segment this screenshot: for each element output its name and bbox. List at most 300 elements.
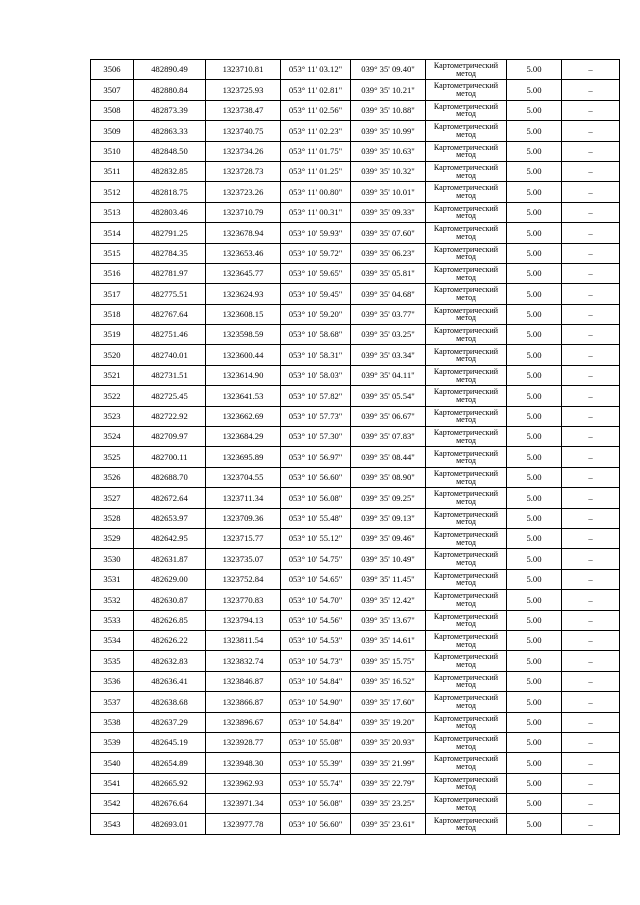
y-coordinate-cell: 1323723.26: [206, 182, 281, 202]
x-coordinate-cell: 482775.51: [134, 284, 206, 304]
note-cell: –: [562, 263, 620, 283]
accuracy-cell: 5.00: [507, 630, 562, 650]
latitude-cell: 053° 10' 59.65": [281, 263, 351, 283]
longitude-cell: 039° 35' 07.83": [351, 427, 426, 447]
x-coordinate-cell: 482676.64: [134, 794, 206, 814]
y-coordinate-cell: 1323653.46: [206, 243, 281, 263]
point-number-cell: 3515: [91, 243, 134, 263]
longitude-cell: 039° 35' 07.60": [351, 223, 426, 243]
table-row: [91, 467, 620, 487]
note-cell: –: [562, 610, 620, 630]
x-coordinate-cell: 482731.51: [134, 365, 206, 385]
x-coordinate-cell: 482631.87: [134, 549, 206, 569]
x-coordinate-cell: 482848.50: [134, 141, 206, 161]
latitude-cell: 053° 11' 00.80": [281, 182, 351, 202]
longitude-cell: 039° 35' 05.54": [351, 386, 426, 406]
x-coordinate-cell: 482784.35: [134, 243, 206, 263]
method-cell: Картометрический метод: [426, 223, 507, 243]
table-row: [91, 406, 620, 426]
point-number-cell: 3508: [91, 100, 134, 120]
table-row: [91, 610, 620, 630]
method-cell: Картометрический метод: [426, 243, 507, 263]
latitude-cell: 053° 10' 56.08": [281, 794, 351, 814]
point-number-cell: 3513: [91, 202, 134, 222]
point-number-cell: 3530: [91, 549, 134, 569]
latitude-cell: 053° 10' 56.60": [281, 467, 351, 487]
longitude-cell: 039° 35' 14.61": [351, 630, 426, 650]
note-cell: –: [562, 671, 620, 691]
accuracy-cell: 5.00: [507, 427, 562, 447]
point-number-cell: 3527: [91, 488, 134, 508]
table-row: [91, 223, 620, 243]
x-coordinate-cell: 482638.68: [134, 692, 206, 712]
y-coordinate-cell: 1323725.93: [206, 80, 281, 100]
point-number-cell: 3512: [91, 182, 134, 202]
point-number-cell: 3526: [91, 467, 134, 487]
point-number-cell: 3542: [91, 794, 134, 814]
method-cell: Картометрический метод: [426, 814, 507, 834]
accuracy-cell: 5.00: [507, 610, 562, 630]
y-coordinate-cell: 1323715.77: [206, 528, 281, 548]
x-coordinate-cell: 482832.85: [134, 161, 206, 181]
point-number-cell: 3519: [91, 325, 134, 345]
table-row: [91, 427, 620, 447]
accuracy-cell: 5.00: [507, 161, 562, 181]
accuracy-cell: 5.00: [507, 753, 562, 773]
point-number-cell: 3538: [91, 712, 134, 732]
latitude-cell: 053° 10' 56.08": [281, 488, 351, 508]
accuracy-cell: 5.00: [507, 386, 562, 406]
point-number-cell: 3518: [91, 304, 134, 324]
method-cell: Картометрический метод: [426, 406, 507, 426]
y-coordinate-cell: 1323866.87: [206, 692, 281, 712]
y-coordinate-cell: 1323962.93: [206, 773, 281, 793]
table-row: [91, 100, 620, 120]
note-cell: –: [562, 753, 620, 773]
x-coordinate-cell: 482791.25: [134, 223, 206, 243]
method-cell: Картометрический метод: [426, 304, 507, 324]
y-coordinate-cell: 1323704.55: [206, 467, 281, 487]
x-coordinate-cell: 482629.00: [134, 569, 206, 589]
x-coordinate-cell: 482767.64: [134, 304, 206, 324]
table-row: [91, 488, 620, 508]
table-row: [91, 773, 620, 793]
table-row: [91, 121, 620, 141]
note-cell: –: [562, 692, 620, 712]
table-row: [91, 630, 620, 650]
latitude-cell: 053° 10' 55.08": [281, 732, 351, 752]
longitude-cell: 039° 35' 10.88": [351, 100, 426, 120]
note-cell: –: [562, 549, 620, 569]
table-row: [91, 141, 620, 161]
accuracy-cell: 5.00: [507, 651, 562, 671]
y-coordinate-cell: 1323738.47: [206, 100, 281, 120]
y-coordinate-cell: 1323598.59: [206, 325, 281, 345]
accuracy-cell: 5.00: [507, 467, 562, 487]
latitude-cell: 053° 10' 54.73": [281, 651, 351, 671]
accuracy-cell: 5.00: [507, 100, 562, 120]
latitude-cell: 053° 10' 55.74": [281, 773, 351, 793]
point-number-cell: 3524: [91, 427, 134, 447]
table-row: [91, 386, 620, 406]
longitude-cell: 039° 35' 06.23": [351, 243, 426, 263]
latitude-cell: 053° 10' 54.70": [281, 590, 351, 610]
table-row: [91, 182, 620, 202]
latitude-cell: 053° 10' 54.90": [281, 692, 351, 712]
x-coordinate-cell: 482632.83: [134, 651, 206, 671]
latitude-cell: 053° 10' 57.30": [281, 427, 351, 447]
accuracy-cell: 5.00: [507, 60, 562, 80]
latitude-cell: 053° 10' 59.20": [281, 304, 351, 324]
point-number-cell: 3510: [91, 141, 134, 161]
method-cell: Картометрический метод: [426, 345, 507, 365]
point-number-cell: 3528: [91, 508, 134, 528]
longitude-cell: 039° 35' 09.25": [351, 488, 426, 508]
accuracy-cell: 5.00: [507, 488, 562, 508]
note-cell: –: [562, 406, 620, 426]
method-cell: Картометрический метод: [426, 60, 507, 80]
point-number-cell: 3522: [91, 386, 134, 406]
method-cell: Картометрический метод: [426, 182, 507, 202]
y-coordinate-cell: 1323645.77: [206, 263, 281, 283]
x-coordinate-cell: 482890.49: [134, 60, 206, 80]
method-cell: Картометрический метод: [426, 569, 507, 589]
table-row: [91, 325, 620, 345]
accuracy-cell: 5.00: [507, 590, 562, 610]
latitude-cell: 053° 10' 54.56": [281, 610, 351, 630]
latitude-cell: 053° 10' 56.97": [281, 447, 351, 467]
longitude-cell: 039° 35' 09.33": [351, 202, 426, 222]
accuracy-cell: 5.00: [507, 794, 562, 814]
y-coordinate-cell: 1323971.34: [206, 794, 281, 814]
note-cell: –: [562, 325, 620, 345]
note-cell: –: [562, 243, 620, 263]
latitude-cell: 053° 10' 55.12": [281, 528, 351, 548]
point-number-cell: 3514: [91, 223, 134, 243]
x-coordinate-cell: 482665.92: [134, 773, 206, 793]
longitude-cell: 039° 35' 04.68": [351, 284, 426, 304]
table-row: [91, 243, 620, 263]
note-cell: –: [562, 427, 620, 447]
accuracy-cell: 5.00: [507, 284, 562, 304]
note-cell: –: [562, 60, 620, 80]
accuracy-cell: 5.00: [507, 202, 562, 222]
note-cell: –: [562, 651, 620, 671]
longitude-cell: 039° 35' 10.49": [351, 549, 426, 569]
y-coordinate-cell: 1323832.74: [206, 651, 281, 671]
y-coordinate-cell: 1323600.44: [206, 345, 281, 365]
note-cell: –: [562, 467, 620, 487]
longitude-cell: 039° 35' 10.63": [351, 141, 426, 161]
longitude-cell: 039° 35' 16.52": [351, 671, 426, 691]
x-coordinate-cell: 482709.97: [134, 427, 206, 447]
longitude-cell: 039° 35' 23.25": [351, 794, 426, 814]
y-coordinate-cell: 1323728.73: [206, 161, 281, 181]
longitude-cell: 039° 35' 15.75": [351, 651, 426, 671]
y-coordinate-cell: 1323948.30: [206, 753, 281, 773]
y-coordinate-cell: 1323811.54: [206, 630, 281, 650]
longitude-cell: 039° 35' 06.67": [351, 406, 426, 426]
note-cell: –: [562, 304, 620, 324]
method-cell: Картометрический метод: [426, 365, 507, 385]
note-cell: –: [562, 365, 620, 385]
y-coordinate-cell: 1323794.13: [206, 610, 281, 630]
point-number-cell: 3525: [91, 447, 134, 467]
latitude-cell: 053° 10' 55.39": [281, 753, 351, 773]
accuracy-cell: 5.00: [507, 325, 562, 345]
method-cell: Картометрический метод: [426, 794, 507, 814]
longitude-cell: 039° 35' 05.81": [351, 263, 426, 283]
method-cell: Картометрический метод: [426, 712, 507, 732]
point-number-cell: 3507: [91, 80, 134, 100]
point-number-cell: 3532: [91, 590, 134, 610]
x-coordinate-cell: 482626.22: [134, 630, 206, 650]
longitude-cell: 039° 35' 08.44": [351, 447, 426, 467]
note-cell: –: [562, 569, 620, 589]
table-row: [91, 304, 620, 324]
y-coordinate-cell: 1323709.36: [206, 508, 281, 528]
latitude-cell: 053° 11' 02.23": [281, 121, 351, 141]
latitude-cell: 053° 10' 57.73": [281, 406, 351, 426]
x-coordinate-cell: 482672.64: [134, 488, 206, 508]
accuracy-cell: 5.00: [507, 80, 562, 100]
note-cell: –: [562, 732, 620, 752]
note-cell: –: [562, 161, 620, 181]
accuracy-cell: 5.00: [507, 549, 562, 569]
accuracy-cell: 5.00: [507, 528, 562, 548]
x-coordinate-cell: 482645.19: [134, 732, 206, 752]
latitude-cell: 053° 10' 57.82": [281, 386, 351, 406]
point-number-cell: 3506: [91, 60, 134, 80]
longitude-cell: 039° 35' 11.45": [351, 569, 426, 589]
longitude-cell: 039° 35' 08.90": [351, 467, 426, 487]
x-coordinate-cell: 482781.97: [134, 263, 206, 283]
x-coordinate-cell: 482722.92: [134, 406, 206, 426]
table-row: [91, 814, 620, 834]
point-number-cell: 3517: [91, 284, 134, 304]
method-cell: Картометрический метод: [426, 100, 507, 120]
note-cell: –: [562, 345, 620, 365]
table-row: [91, 161, 620, 181]
point-number-cell: 3536: [91, 671, 134, 691]
table-row: [91, 651, 620, 671]
method-cell: Картометрический метод: [426, 447, 507, 467]
accuracy-cell: 5.00: [507, 243, 562, 263]
note-cell: –: [562, 590, 620, 610]
y-coordinate-cell: 1323695.89: [206, 447, 281, 467]
longitude-cell: 039° 35' 10.21": [351, 80, 426, 100]
accuracy-cell: 5.00: [507, 671, 562, 691]
y-coordinate-cell: 1323740.75: [206, 121, 281, 141]
latitude-cell: 053° 10' 58.03": [281, 365, 351, 385]
x-coordinate-cell: 482653.97: [134, 508, 206, 528]
y-coordinate-cell: 1323614.90: [206, 365, 281, 385]
y-coordinate-cell: 1323928.77: [206, 732, 281, 752]
latitude-cell: 053° 10' 58.31": [281, 345, 351, 365]
table-row: [91, 590, 620, 610]
method-cell: Картометрический метод: [426, 121, 507, 141]
accuracy-cell: 5.00: [507, 814, 562, 834]
method-cell: Картометрический метод: [426, 284, 507, 304]
x-coordinate-cell: 482725.45: [134, 386, 206, 406]
y-coordinate-cell: 1323641.53: [206, 386, 281, 406]
method-cell: Картометрический метод: [426, 202, 507, 222]
longitude-cell: 039° 35' 23.61": [351, 814, 426, 834]
method-cell: Картометрический метод: [426, 590, 507, 610]
longitude-cell: 039° 35' 10.32": [351, 161, 426, 181]
x-coordinate-cell: 482751.46: [134, 325, 206, 345]
y-coordinate-cell: 1323735.07: [206, 549, 281, 569]
latitude-cell: 053° 11' 01.75": [281, 141, 351, 161]
table-row: [91, 508, 620, 528]
accuracy-cell: 5.00: [507, 263, 562, 283]
table-row: [91, 692, 620, 712]
method-cell: Картометрический метод: [426, 732, 507, 752]
accuracy-cell: 5.00: [507, 732, 562, 752]
latitude-cell: 053° 11' 01.25": [281, 161, 351, 181]
y-coordinate-cell: 1323678.94: [206, 223, 281, 243]
point-number-cell: 3511: [91, 161, 134, 181]
y-coordinate-cell: 1323711.34: [206, 488, 281, 508]
table-row: [91, 345, 620, 365]
accuracy-cell: 5.00: [507, 304, 562, 324]
table-row: [91, 549, 620, 569]
note-cell: –: [562, 630, 620, 650]
x-coordinate-cell: 482636.41: [134, 671, 206, 691]
accuracy-cell: 5.00: [507, 447, 562, 467]
longitude-cell: 039° 35' 13.67": [351, 610, 426, 630]
point-number-cell: 3531: [91, 569, 134, 589]
note-cell: –: [562, 528, 620, 548]
x-coordinate-cell: 482700.11: [134, 447, 206, 467]
method-cell: Картометрический метод: [426, 488, 507, 508]
longitude-cell: 039° 35' 10.01": [351, 182, 426, 202]
method-cell: Картометрический метод: [426, 467, 507, 487]
y-coordinate-cell: 1323977.78: [206, 814, 281, 834]
note-cell: –: [562, 386, 620, 406]
note-cell: –: [562, 80, 620, 100]
point-number-cell: 3521: [91, 365, 134, 385]
note-cell: –: [562, 447, 620, 467]
accuracy-cell: 5.00: [507, 182, 562, 202]
point-number-cell: 3533: [91, 610, 134, 630]
latitude-cell: 053° 10' 54.53": [281, 630, 351, 650]
method-cell: Картометрический метод: [426, 508, 507, 528]
table-row: [91, 284, 620, 304]
coordinates-table: [90, 59, 620, 835]
y-coordinate-cell: 1323608.15: [206, 304, 281, 324]
point-number-cell: 3534: [91, 630, 134, 650]
table-row: [91, 569, 620, 589]
method-cell: Картометрический метод: [426, 671, 507, 691]
longitude-cell: 039° 35' 03.77": [351, 304, 426, 324]
accuracy-cell: 5.00: [507, 365, 562, 385]
method-cell: Картометрический метод: [426, 386, 507, 406]
point-number-cell: 3540: [91, 753, 134, 773]
table-row: [91, 263, 620, 283]
y-coordinate-cell: 1323846.87: [206, 671, 281, 691]
x-coordinate-cell: 482642.95: [134, 528, 206, 548]
method-cell: Картометрический метод: [426, 549, 507, 569]
latitude-cell: 053° 10' 55.48": [281, 508, 351, 528]
accuracy-cell: 5.00: [507, 712, 562, 732]
method-cell: Картометрический метод: [426, 325, 507, 345]
x-coordinate-cell: 482880.84: [134, 80, 206, 100]
latitude-cell: 053° 11' 00.31": [281, 202, 351, 222]
table-row: [91, 528, 620, 548]
latitude-cell: 053° 10' 54.84": [281, 671, 351, 691]
latitude-cell: 053° 10' 59.93": [281, 223, 351, 243]
x-coordinate-cell: 482863.33: [134, 121, 206, 141]
x-coordinate-cell: 482626.85: [134, 610, 206, 630]
table-row: [91, 447, 620, 467]
note-cell: –: [562, 814, 620, 834]
accuracy-cell: 5.00: [507, 141, 562, 161]
note-cell: –: [562, 202, 620, 222]
latitude-cell: 053° 10' 54.84": [281, 712, 351, 732]
y-coordinate-cell: 1323770.83: [206, 590, 281, 610]
method-cell: Картометрический метод: [426, 80, 507, 100]
note-cell: –: [562, 223, 620, 243]
longitude-cell: 039° 35' 09.40": [351, 60, 426, 80]
longitude-cell: 039° 35' 20.93": [351, 732, 426, 752]
longitude-cell: 039° 35' 10.99": [351, 121, 426, 141]
point-number-cell: 3543: [91, 814, 134, 834]
accuracy-cell: 5.00: [507, 406, 562, 426]
accuracy-cell: 5.00: [507, 345, 562, 365]
latitude-cell: 053° 11' 02.56": [281, 100, 351, 120]
longitude-cell: 039° 35' 17.60": [351, 692, 426, 712]
x-coordinate-cell: 482654.89: [134, 753, 206, 773]
point-number-cell: 3535: [91, 651, 134, 671]
note-cell: –: [562, 141, 620, 161]
x-coordinate-cell: 482803.46: [134, 202, 206, 222]
longitude-cell: 039° 35' 09.46": [351, 528, 426, 548]
method-cell: Картометрический метод: [426, 753, 507, 773]
table-row: [91, 732, 620, 752]
longitude-cell: 039° 35' 03.25": [351, 325, 426, 345]
method-cell: Картометрический метод: [426, 263, 507, 283]
point-number-cell: 3539: [91, 732, 134, 752]
x-coordinate-cell: 482818.75: [134, 182, 206, 202]
method-cell: Картометрический метод: [426, 610, 507, 630]
accuracy-cell: 5.00: [507, 223, 562, 243]
y-coordinate-cell: 1323752.84: [206, 569, 281, 589]
y-coordinate-cell: 1323624.93: [206, 284, 281, 304]
accuracy-cell: 5.00: [507, 508, 562, 528]
note-cell: –: [562, 794, 620, 814]
x-coordinate-cell: 482693.01: [134, 814, 206, 834]
method-cell: Картометрический метод: [426, 528, 507, 548]
longitude-cell: 039° 35' 04.11": [351, 365, 426, 385]
x-coordinate-cell: 482630.87: [134, 590, 206, 610]
latitude-cell: 053° 11' 02.81": [281, 80, 351, 100]
longitude-cell: 039° 35' 03.34": [351, 345, 426, 365]
accuracy-cell: 5.00: [507, 569, 562, 589]
method-cell: Картометрический метод: [426, 141, 507, 161]
x-coordinate-cell: 482873.39: [134, 100, 206, 120]
latitude-cell: 053° 10' 58.68": [281, 325, 351, 345]
latitude-cell: 053° 10' 54.75": [281, 549, 351, 569]
point-number-cell: 3523: [91, 406, 134, 426]
y-coordinate-cell: 1323734.26: [206, 141, 281, 161]
note-cell: –: [562, 182, 620, 202]
table-row: [91, 202, 620, 222]
method-cell: Картометрический метод: [426, 651, 507, 671]
y-coordinate-cell: 1323710.79: [206, 202, 281, 222]
x-coordinate-cell: 482688.70: [134, 467, 206, 487]
accuracy-cell: 5.00: [507, 692, 562, 712]
